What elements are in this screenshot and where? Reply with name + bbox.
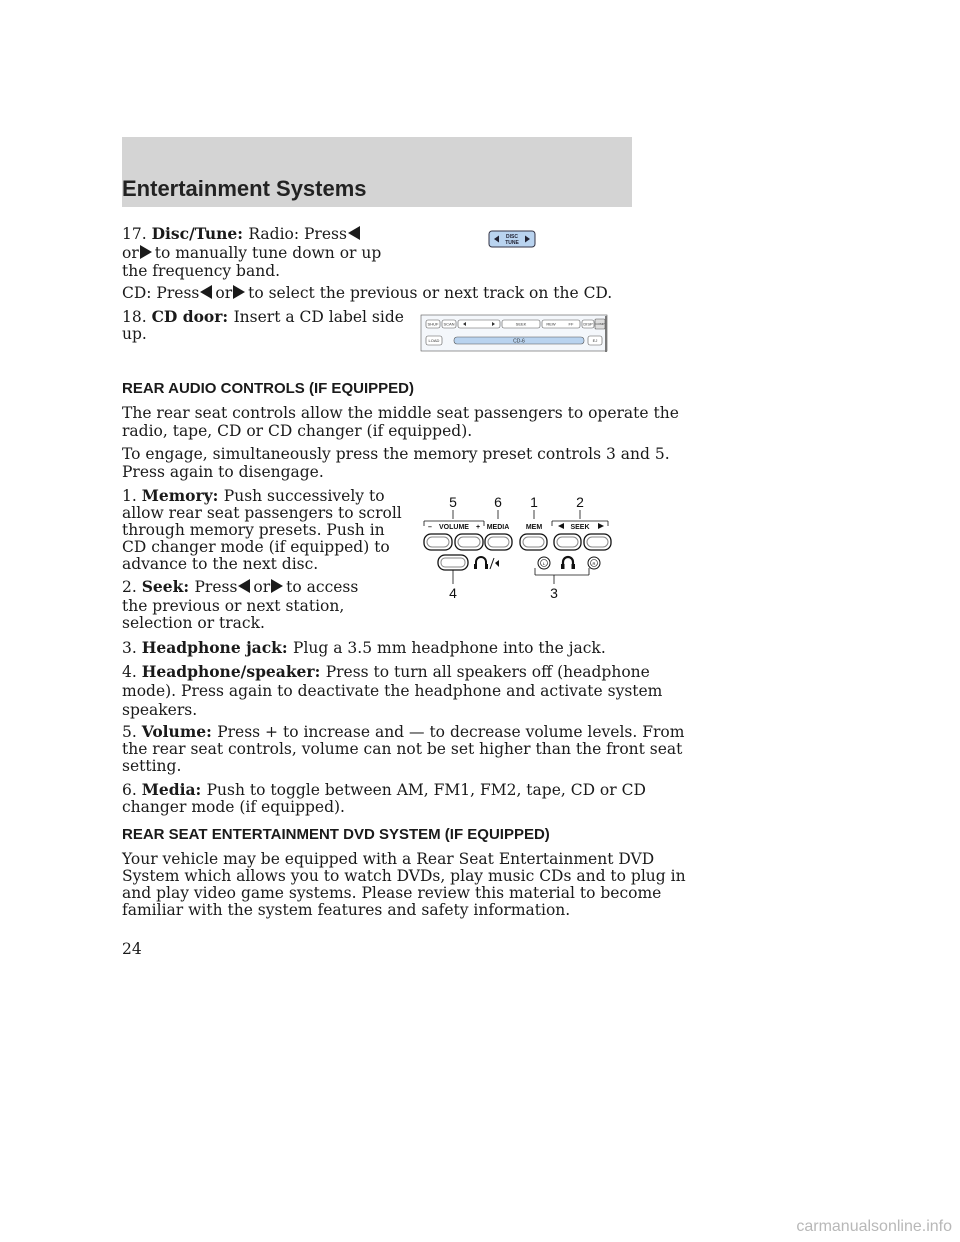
item-1-line-1 (122, 487, 385, 505)
right-arrow-icon (140, 245, 152, 259)
item-4-line-2: mode). Press again to deactivate the headphone and activate system (122, 682, 663, 700)
callout-3: 3 (550, 585, 558, 601)
item-text: Press to turn all speakers off (headphone (325, 663, 650, 681)
item-number: 17. (122, 225, 152, 243)
rear-audio-heading: REAR AUDIO CONTROLS (IF EQUIPPED) (122, 380, 414, 397)
rear-engage-line-2: Press again to disengage. (122, 463, 324, 481)
item-number: 6. (122, 781, 142, 799)
item-text: Push to toggle between AM, FM1, FM2, tape, CD or CD (206, 781, 646, 799)
item-text: Press + to increase and — to decrease volume levels. From (217, 723, 685, 741)
item-label: Headphone jack: (141, 638, 294, 657)
item-5-line-2: the rear seat controls, volume can not be set higher than the front seat (122, 740, 683, 758)
rew-label: REW (546, 321, 556, 327)
item-label: Disc/Tune: (151, 224, 249, 243)
dvd-line-3: and play video game systems. Please review this material to become (122, 884, 662, 902)
item-text: Plug a 3.5 mm headphone into the jack. (293, 639, 606, 657)
left-arrow-icon (238, 579, 250, 593)
watermark: carmanualsonline.info (796, 1218, 952, 1235)
rear-intro-line-2: radio, tape, CD or CD changer (if equipped). (122, 422, 473, 440)
item-6-line-2: changer mode (if equipped). (122, 798, 345, 816)
media-label: MEDIA (486, 524, 510, 531)
item-text: Radio: Press (248, 225, 347, 243)
item-number: 3. (122, 639, 142, 657)
disc-label: DISC (506, 234, 518, 240)
disc-tune-button-figure (488, 230, 536, 248)
callout-4: 4 (449, 585, 457, 601)
right-arrow-icon (233, 285, 245, 299)
item-text: to select the previous or next track on the CD. (248, 284, 613, 302)
item-text: or (253, 578, 271, 596)
callout-6: 6 (494, 494, 502, 510)
item-label: Memory: (141, 486, 224, 505)
item-text: to access (286, 578, 359, 596)
item-label: Seek: (141, 577, 195, 596)
page-number: 24 (122, 940, 142, 958)
dvd-line-4: familiar with the system features and safety information. (122, 901, 571, 919)
callout-2: 2 (576, 494, 584, 510)
item-1-line-5: advance to the next disc. (122, 555, 319, 573)
item-number: 18. (122, 308, 152, 326)
item-text: or (215, 284, 233, 302)
item-label: Media: (141, 780, 207, 799)
callout-5: 5 (449, 494, 457, 510)
item-17-line-3: the frequency band. (122, 262, 281, 280)
right-jack-label: R (592, 561, 596, 566)
left-arrow-icon (200, 285, 212, 299)
item-18-line-2: up. (122, 325, 147, 343)
item-text: to manually tune down or up (154, 244, 382, 262)
item-5-line-3: setting. (122, 757, 182, 775)
item-17-line-1 (122, 225, 363, 243)
disp-label: DISP (583, 321, 593, 327)
item-label: Volume: (141, 722, 218, 741)
dvd-heading: REAR SEAT ENTERTAINMENT DVD SYSTEM (IF EQUIPPED) (122, 826, 550, 843)
item-2-line-2: the previous or next station, (122, 597, 345, 615)
item-2-line-1 (122, 578, 358, 596)
cd-slot-label: CD-6 (513, 338, 525, 345)
right-arrow-icon (271, 579, 283, 593)
item-text: Insert a CD label side (233, 308, 404, 326)
item-17-line-2 (122, 245, 381, 262)
item-number: 2. (122, 578, 142, 596)
item-1-line-2: allow rear seat passengers to scroll (122, 504, 402, 522)
comp-label: COMP (595, 322, 605, 326)
headphone-jack-icon (561, 557, 575, 569)
rear-engage-line-1: To engage, simultaneously press the memory preset controls 3 and 5. (122, 445, 670, 463)
dvd-line-2: System which allows you to watch DVDs, play music CDs and to plug in (122, 867, 686, 885)
volume-minus-label: – (428, 524, 432, 531)
section-title: Entertainment Systems (122, 176, 367, 201)
item-number: 4. (122, 663, 142, 681)
item-18-line-1 (122, 308, 404, 326)
volume-label: VOLUME (439, 524, 469, 531)
callout-1: 1 (530, 494, 538, 510)
item-1-line-3: through memory presets. Push in (122, 521, 385, 539)
seek-label: SEEK (515, 321, 527, 327)
dvd-line-1: Your vehicle may be equipped with a Rear Seat Entertainment DVD (122, 850, 655, 868)
headphone-speaker-icon (474, 557, 499, 569)
ff-label: FF (568, 321, 574, 327)
item-label: CD door: (151, 307, 234, 326)
rear-controls-figure (418, 488, 618, 606)
item-4-line-1 (122, 663, 650, 681)
item-text: Press (194, 578, 238, 596)
mem-label: MEM (525, 524, 543, 531)
item-2-line-3: selection or track. (122, 614, 265, 632)
radio-faceplate-figure (420, 314, 610, 354)
item-3-line (122, 639, 606, 657)
item-text: Push successively to (223, 487, 385, 505)
left-arrow-icon (348, 226, 360, 240)
item-number: 1. (122, 487, 142, 505)
item-1-line-4: CD changer mode (if equipped) to (122, 538, 390, 556)
eject-label: EJ (592, 338, 598, 343)
item-4-line-3: speakers. (122, 701, 198, 719)
volume-plus-label: + (475, 524, 481, 531)
item-6-line-1 (122, 781, 646, 799)
item-text: CD: Press (122, 284, 200, 302)
item-label: Headphone/speaker: (141, 662, 326, 681)
seek-label: SEEK (570, 524, 590, 531)
item-number: 5. (122, 723, 142, 741)
item-text: or (122, 244, 139, 262)
rear-intro-line-1: The rear seat controls allow the middle seat passengers to operate the (122, 404, 679, 422)
left-jack-label: L (542, 561, 546, 566)
scan-label: SCAN (443, 321, 455, 327)
load-label: LOAD (428, 338, 440, 343)
item-5-line-1 (122, 723, 684, 741)
tune-label: TUNE (505, 240, 519, 246)
item-17-cd-line (122, 285, 612, 302)
shuf-label: SHUF (427, 321, 439, 327)
